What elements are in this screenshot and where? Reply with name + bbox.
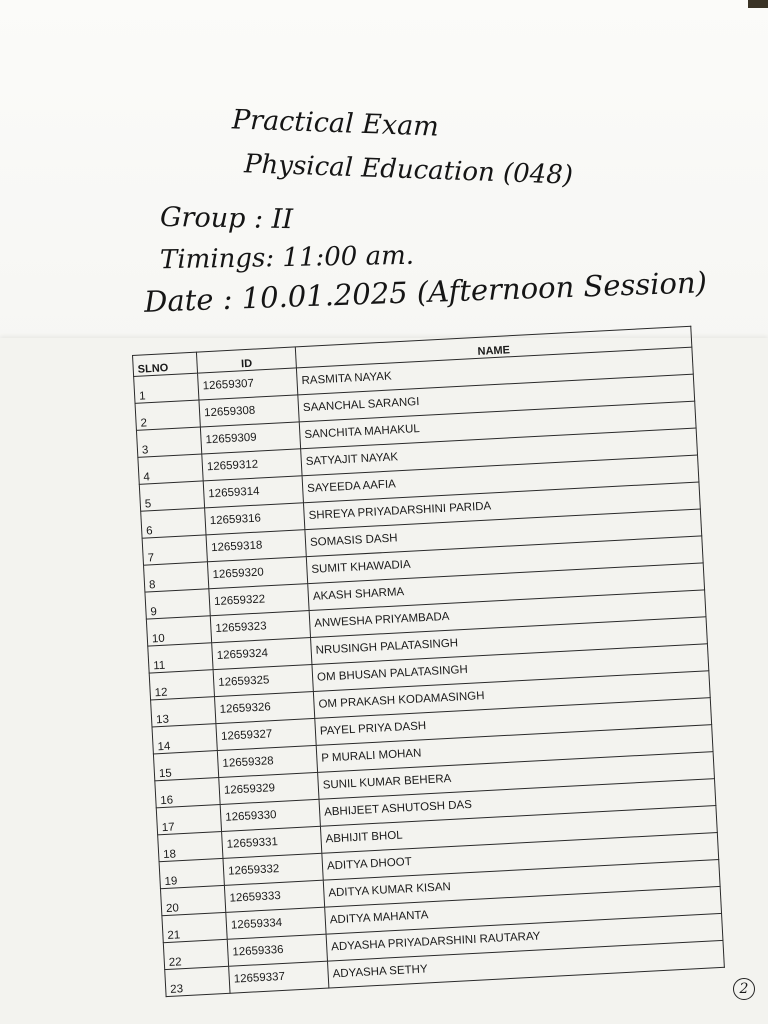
id-cell: 12659337 <box>229 961 329 993</box>
name-cell: SHREYA PRIYADARSHINI PARIDA <box>303 482 700 530</box>
exam-title: Practical Exam <box>231 104 440 143</box>
id-cell: 12659325 <box>213 665 313 697</box>
name-cell: SUNIL KUMAR BEHERA <box>318 752 715 800</box>
name-cell: SANCHITA MAHAKUL <box>299 401 696 449</box>
id-cell: 12659333 <box>224 880 324 912</box>
slno-cell: 21 <box>162 912 227 942</box>
id-cell: 12659329 <box>219 772 319 804</box>
name-cell: AKASH SHARMA <box>308 563 705 611</box>
id-cell: 12659336 <box>227 934 327 966</box>
slno-cell: 3 <box>136 427 201 457</box>
name-cell: SAYEEDA AAFIA <box>302 455 699 503</box>
id-cell: 12659328 <box>217 745 317 777</box>
id-cell: 12659326 <box>214 691 314 723</box>
name-cell: ADITYA KUMAR KISAN <box>323 859 720 907</box>
slno-cell: 16 <box>155 778 220 808</box>
page-edge <box>748 0 768 8</box>
name-cell: NRUSINGH PALATASINGH <box>311 617 708 665</box>
exam-timings: Timings: 11:00 am. <box>159 240 415 276</box>
id-cell: 12659324 <box>212 638 312 670</box>
slno-cell: 7 <box>142 535 207 565</box>
slno-cell: 19 <box>159 858 224 888</box>
name-cell: SATYAJIT NAYAK <box>301 428 698 476</box>
slno-cell: 2 <box>135 400 200 430</box>
name-cell: PAYEL PRIYA DASH <box>315 698 712 746</box>
slno-cell: 17 <box>156 805 221 835</box>
id-cell: 12659318 <box>206 530 306 562</box>
id-cell: 12659327 <box>216 718 316 750</box>
column-header-name: NAME <box>295 326 692 368</box>
slno-cell: 22 <box>163 939 228 969</box>
id-cell: 12659308 <box>199 395 299 427</box>
id-cell: 12659312 <box>202 449 302 481</box>
name-cell: RASMITA NAYAK <box>296 347 693 395</box>
name-cell: P MURALI MOHAN <box>316 725 713 773</box>
name-cell: SOMASIS DASH <box>305 509 702 557</box>
slno-cell: 11 <box>148 643 213 673</box>
name-cell: ADITYA DHOOT <box>322 833 719 881</box>
exam-group: Group : II <box>159 201 294 236</box>
id-cell: 12659316 <box>205 503 305 535</box>
slno-cell: 23 <box>165 966 230 996</box>
slno-cell: 20 <box>160 885 225 915</box>
name-cell: SAANCHAL SARANGI <box>298 374 695 422</box>
name-cell: ANWESHA PRIYAMBADA <box>309 590 706 638</box>
name-cell: OM BHUSAN PALATASINGH <box>312 644 709 692</box>
slno-cell: 1 <box>134 373 199 403</box>
student-roster-table <box>132 326 725 997</box>
slno-cell: 5 <box>139 481 204 511</box>
name-cell: SUMIT KHAWADIA <box>306 536 703 584</box>
slno-cell: 15 <box>153 751 218 781</box>
name-cell: ABHIJEET ASHUTOSH DAS <box>319 779 716 827</box>
slno-cell: 13 <box>151 697 216 727</box>
slno-cell: 9 <box>145 589 210 619</box>
id-cell: 12659307 <box>198 368 298 400</box>
name-cell: OM PRAKASH KODAMASINGH <box>313 671 710 719</box>
name-cell: ABHIJIT BHOL <box>320 806 717 854</box>
page-number: 2 <box>733 978 755 1000</box>
exam-subject: Physical Education (048) <box>243 149 574 191</box>
slno-cell: 10 <box>146 616 211 646</box>
id-cell: 12659334 <box>226 907 326 939</box>
table-body <box>134 347 725 996</box>
slno-cell: 12 <box>149 670 214 700</box>
exam-date: Date : 10.01.2025 (Afternoon Session) <box>143 265 708 319</box>
roster-table-container <box>132 326 725 997</box>
slno-cell: 18 <box>158 831 223 861</box>
name-cell: ADITYA MAHANTA <box>325 886 722 934</box>
id-cell: 12659320 <box>207 557 307 589</box>
slno-cell: 6 <box>141 508 206 538</box>
id-cell: 12659332 <box>223 853 323 885</box>
id-cell: 12659323 <box>210 611 310 643</box>
id-cell: 12659314 <box>203 476 303 508</box>
id-cell: 12659309 <box>200 422 300 454</box>
id-cell: 12659331 <box>222 826 322 858</box>
handwritten-sheet <box>0 0 768 370</box>
column-header-id: ID <box>196 347 296 373</box>
slno-cell: 4 <box>138 454 203 484</box>
name-cell: ADYASHA PRIYADARSHINI RAUTARAY <box>326 913 723 961</box>
id-cell: 12659330 <box>220 799 320 831</box>
slno-cell: 14 <box>152 724 217 754</box>
column-header-slno: SLNO <box>133 352 198 376</box>
id-cell: 12659322 <box>209 584 309 616</box>
slno-cell: 8 <box>144 562 209 592</box>
name-cell: ADYASHA SETHY <box>327 940 724 988</box>
